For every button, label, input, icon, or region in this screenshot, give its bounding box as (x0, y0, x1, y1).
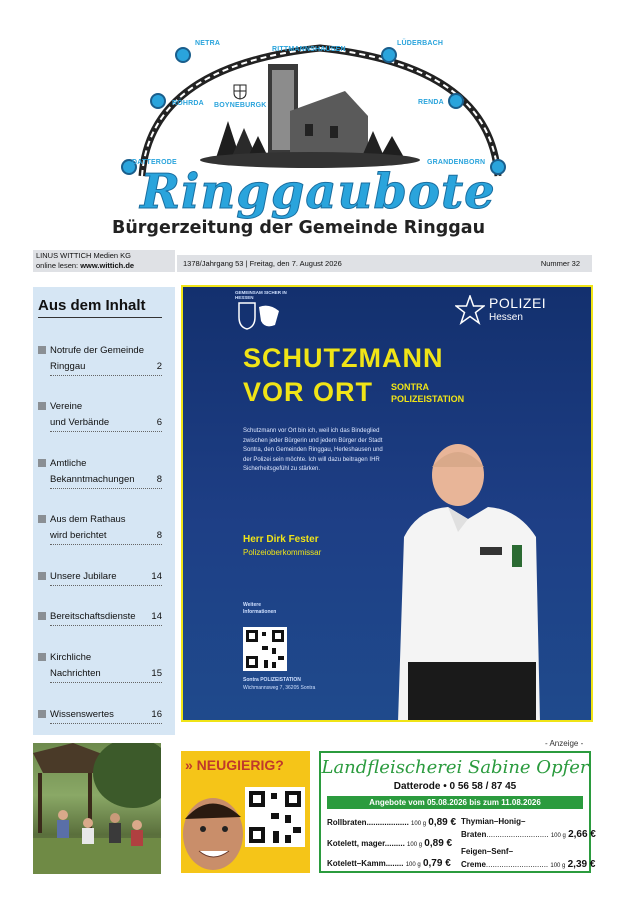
toc-item-title: und Verbände (50, 417, 110, 428)
bullet-square-icon (38, 710, 46, 718)
offer-price: 2,39 € (567, 859, 596, 870)
bullet-square-icon (38, 653, 46, 661)
group-photo (33, 743, 161, 874)
village-label: RÖHRDA (172, 100, 204, 107)
bullet-square-icon (38, 346, 46, 354)
bullet-square-icon (38, 515, 46, 523)
police-qr-code[interactable] (243, 627, 287, 671)
toc-item-title: Kirchliche (50, 652, 92, 663)
village-label: BOYNEBURGK (214, 102, 267, 109)
toc-item-title: Bekanntmachungen (50, 474, 135, 485)
bullet-square-icon (38, 612, 46, 620)
more-info-label: Weitere Informationen (243, 602, 277, 615)
newspaper-title: Ringgaubote (140, 164, 496, 220)
toc-item-title: Bereitschaftsdienste (50, 611, 136, 622)
offer-banner: Angebote vom 05.08.2026 bis zum 11.08.2026 (327, 796, 583, 809)
toc-item-page: 14 (151, 611, 162, 622)
toc-item-page: 6 (156, 417, 162, 428)
toc-item-title: wird berichtet (50, 530, 107, 541)
offer-item-name: Rollbraten (327, 818, 367, 827)
village-label: GRANDENBORN (427, 159, 486, 166)
issue-number: Nummer 32 (540, 259, 580, 268)
police-brand: POLIZEI (489, 295, 547, 311)
address-title: Sontra POLIZEISTATION (243, 677, 301, 683)
offer-unit: 100 g (550, 833, 566, 839)
offer-unit: 100 g (550, 863, 566, 869)
offer-item (461, 847, 595, 870)
toc-item-title: Vereine (50, 401, 83, 412)
publisher-info (33, 250, 175, 272)
toc-item-title: Notrufe der Gemeinde (50, 345, 144, 356)
offer-price: 0,79 € (422, 858, 451, 869)
boyneburgk-crest-icon (233, 84, 247, 100)
village-marker (381, 47, 397, 63)
offer-item-name: Thymian–Honig– (461, 817, 526, 826)
toc-item-page: 8 (156, 474, 162, 485)
address-text: Wichmannsweg 7, 36205 Sontra (243, 685, 316, 691)
contents-heading: Aus dem Inhalt (38, 297, 162, 318)
offer-price: 0,89 € (424, 838, 453, 849)
advertisement-label: - Anzeige - (545, 739, 584, 748)
village-marker (448, 93, 464, 109)
village-marker (150, 93, 166, 109)
neugierig-advertisement[interactable] (181, 751, 310, 873)
toc-item-page: 2 (156, 361, 162, 372)
officer-rank: Polizeioberkommissar (243, 548, 322, 557)
village-label: NETRA (195, 40, 221, 47)
station-line-2: POLIZEISTATION (391, 394, 465, 404)
butcher-location: Datterode • 0 56 58 / 87 45 (393, 781, 517, 792)
offer-item-name: Kotelett–Kamm (327, 859, 386, 868)
butcher-advertisement[interactable] (319, 751, 596, 873)
toc-item-title: Aus dem Rathaus (50, 514, 126, 525)
offer-item-name: Feigen–Senf– (461, 847, 514, 856)
toc-item[interactable] (38, 650, 162, 683)
officer-name: Herr Dirk Fester (243, 534, 319, 545)
village-label: DATTERODE (132, 159, 177, 166)
toc-item[interactable] (38, 569, 162, 586)
neugierig-qr-code[interactable] (245, 787, 305, 847)
offer-item (327, 817, 456, 828)
publisher-url[interactable]: www.wittich.de (80, 261, 135, 270)
village-label: RENDA (418, 99, 444, 106)
offer-item-name: Braten (461, 830, 487, 839)
bullet-square-icon (38, 402, 46, 410)
village-label: RITTMANNSHAUSEN (272, 46, 346, 53)
butcher-name: Landfleischerei Sabine Opfer (321, 757, 589, 778)
offer-item-name: Creme (461, 860, 486, 869)
online-prefix: online lesen: (36, 261, 81, 270)
toc-item[interactable] (38, 609, 162, 626)
officer-photo (388, 437, 548, 722)
toc-item[interactable] (38, 707, 162, 724)
issue-info: 1378/Jahrgang 53 | Freitag, den 7. August 2026 (183, 259, 342, 268)
publisher-name: LINUS WITTICH Medien KG (36, 251, 132, 260)
police-headline-2: VOR ORT (243, 377, 374, 407)
offer-price: 0,89 € (428, 817, 457, 828)
offer-item (327, 838, 452, 849)
offer-dots: ............................ (486, 830, 549, 839)
offer-dots: ......... (384, 839, 405, 848)
toc-item[interactable] (38, 456, 162, 489)
toc-item-title: Wissenswertes (50, 709, 114, 720)
police-headline-1: SCHUTZMANN (243, 343, 444, 373)
toc-item[interactable] (38, 512, 162, 545)
village-marker (175, 47, 191, 63)
newspaper-subtitle: Bürgerzeitung der Gemeinde Ringgau (112, 218, 486, 238)
offer-dots: ........ (385, 859, 404, 868)
hessen-lion-logo-icon (235, 301, 283, 331)
village-label: LÜDERBACH (397, 40, 444, 47)
police-star-icon (455, 295, 485, 325)
offer-price: 2,66 € (568, 829, 596, 840)
toc-item-title: Nachrichten (50, 668, 101, 679)
neugierig-headline: » NEUGIERIG? (185, 757, 284, 773)
toc-item-title: Ringgau (50, 361, 86, 372)
bullet-square-icon (38, 459, 46, 467)
toc-item[interactable] (38, 399, 162, 432)
police-body-text: Schutzmann vor Ort bin ich, weil ich das Bindeglied zwischen jeder Bürgerin und jedem Bürger der Stadt Sontra, den Gemeinden Ringgau, Herleshausen und der Polizei sein möchte. Ich will dazu beitragen IHR Sicherheitsgefühl zu stärken. (243, 428, 383, 472)
toc-item-title: Amtliche (50, 458, 87, 469)
offer-unit: 100 g (407, 842, 423, 848)
toc-item-page: 16 (151, 709, 162, 720)
bullet-square-icon (38, 572, 46, 580)
offer-item (327, 858, 451, 869)
station-line-1: SONTRA (391, 382, 429, 392)
offer-unit: 100 g (405, 862, 421, 868)
publisher-online (36, 261, 172, 271)
police-campaign-badge: GEMEINSAM SICHER IN HESSEN (235, 290, 287, 300)
toc-item-page: 14 (151, 571, 162, 582)
offer-dots: ................... (366, 818, 409, 827)
issue-bar (177, 255, 592, 272)
offer-unit: 100 g (411, 821, 427, 827)
offer-item (461, 817, 596, 840)
police-advertisement[interactable] (181, 285, 593, 722)
offer-dots: ............................ (485, 860, 549, 869)
toc-item[interactable] (38, 343, 162, 376)
toc-item-page: 8 (156, 530, 162, 541)
toc-item-title: Unsere Jubilare (50, 571, 117, 582)
offer-item-name: Kotelett, mager (327, 839, 385, 848)
police-brand-sub: Hessen (489, 312, 523, 323)
toc-item-page: 15 (151, 668, 162, 679)
